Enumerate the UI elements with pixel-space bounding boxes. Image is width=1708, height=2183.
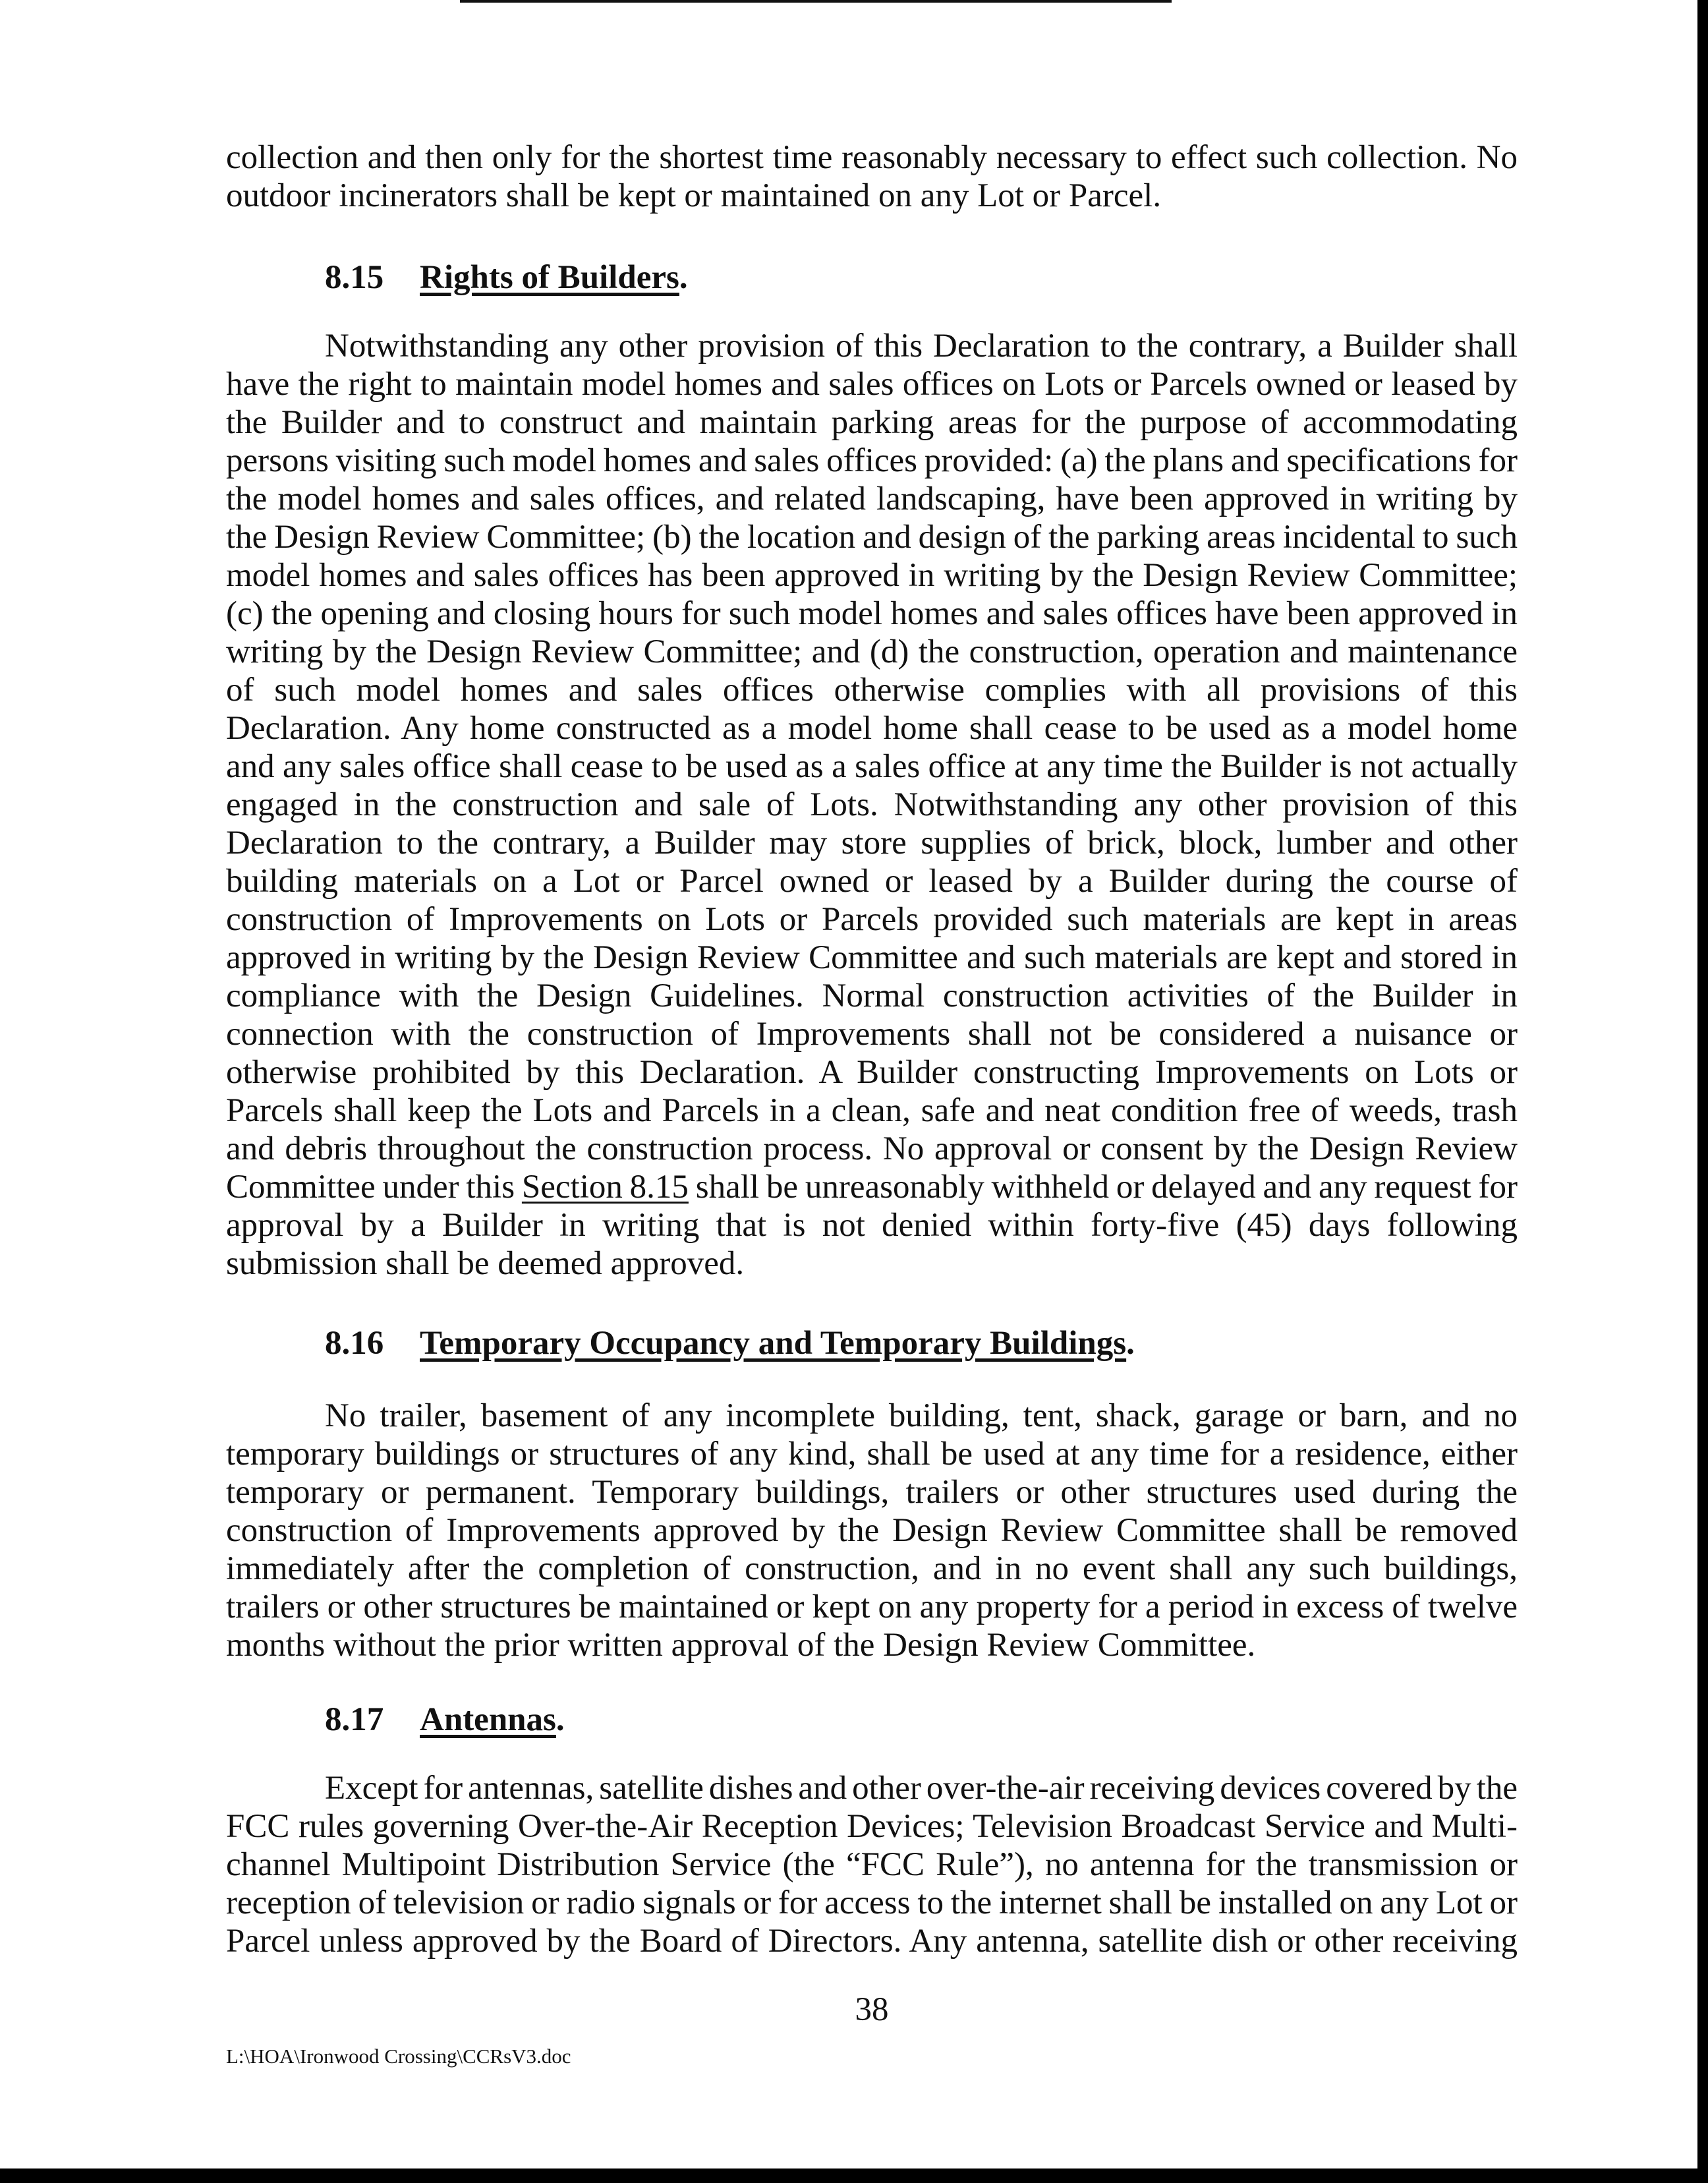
line-text: construction of Improvements approved by the Design Review Committee shall be removed: [226, 1512, 1518, 1549]
text-line: [226, 595, 1518, 633]
line-text: trailers or other structures be maintained or kept on any property for a period in excess of twelve: [226, 1588, 1518, 1625]
text-line: [226, 1435, 1518, 1473]
text-line: [226, 786, 1518, 824]
text-line: [226, 977, 1518, 1015]
text-line: [226, 1550, 1518, 1588]
line-text: and debris throughout the construction process. No approval or consent by the Design Review: [226, 1130, 1518, 1167]
text-line: [226, 1473, 1518, 1511]
text-line: [226, 671, 1518, 709]
line-text: engaged in the construction and sale of Lots. Notwithstanding any other provision of this: [226, 786, 1518, 823]
page-number: [226, 1991, 1518, 2029]
line-text: Declaration. Any home constructed as a model home shall cease to be used as a model home: [226, 710, 1518, 747]
section-number: 8.15: [325, 259, 384, 296]
line-text: have the right to maintain model homes and sales offices on Lots or Parcels owned or leased by: [226, 366, 1518, 403]
text-line: [226, 633, 1518, 671]
text-line: [226, 1807, 1518, 1846]
line-text: reception of television or radio signals or for access to the internet shall be installed on any Lot or: [226, 1884, 1518, 1921]
text-line: [226, 177, 1518, 215]
section-heading-8-16: [226, 1324, 1518, 1362]
text-line: [226, 480, 1518, 518]
line-text-part: Committee under this: [226, 1169, 522, 1206]
text-line: [226, 862, 1518, 900]
line-text: building materials on a Lot or Parcel owned or leased by a Builder during the course of: [226, 863, 1518, 900]
line-text: channel Multipoint Distribution Service (the “FCC Rule”), no antenna for the transmission or: [226, 1846, 1518, 1883]
paragraph-8-15: [226, 327, 1518, 1283]
section-heading-8-15: [226, 258, 1518, 297]
line-text: FCC rules governing Over-the-Air Reception Devices; Television Broadcast Service and Multi-: [226, 1808, 1518, 1845]
section-number: 8.17: [325, 1701, 384, 1738]
scan-bottom-border: [0, 2168, 1708, 2183]
text-line: [226, 747, 1518, 786]
section-reference: Section 8.15: [521, 1169, 689, 1206]
line-text: writing by the Design Review Committee; and (d) the construction, operation and maintenance: [226, 633, 1518, 670]
line-text: [226, 1169, 1518, 1206]
line-text: temporary or permanent. Temporary buildings, trailers or other structures used during the: [226, 1474, 1518, 1511]
text-line: [226, 327, 1518, 365]
text-line: [226, 1626, 1518, 1664]
line-text: approval by a Builder in writing that is not denied within forty-five (45) days following: [226, 1207, 1518, 1244]
section-heading-8-17: [226, 1701, 1518, 1739]
footer-file-path: L:\HOA\Ironwood Crossing\CCRsV3.doc: [226, 2045, 571, 2068]
line-text: Parcels shall keep the Lots and Parcels in a clean, safe and neat condition free of weeds, trash: [226, 1092, 1518, 1129]
text-line: [226, 1206, 1518, 1244]
text-line: [226, 442, 1518, 480]
line-text: months without the prior written approval of the Design Review Committee.: [226, 1627, 1256, 1664]
line-text: Except for antennas, satellite dishes and other over-the-air receiving devices covered by the: [325, 1770, 1518, 1807]
text-line: [226, 824, 1518, 862]
text-line: [226, 1511, 1518, 1550]
line-text: collection and then only for the shortest time reasonably necessary to effect such collection. No: [226, 139, 1518, 176]
page-number-text: 38: [855, 1991, 889, 2028]
line-text: and any sales office shall cease to be used as a sales office at any time the Builder is not actually: [226, 748, 1518, 785]
text-line: [226, 518, 1518, 556]
document-body: [226, 138, 1518, 2070]
text-line: [226, 365, 1518, 403]
line-text: No trailer, basement of any incomplete building, tent, shack, garage or barn, and no: [325, 1397, 1518, 1434]
line-text: the model homes and sales offices, and related landscaping, have been approved in writing by: [226, 480, 1518, 517]
line-text: persons visiting such model homes and sales offices provided: (a) the plans and specifications for: [226, 442, 1518, 479]
paragraph-8-17: [226, 1769, 1518, 1960]
text-line: [226, 1769, 1518, 1807]
line-text: the Builder and to construct and maintain parking areas for the purpose of accommodating: [226, 404, 1518, 441]
section-number: 8.16: [325, 1325, 384, 1362]
paragraph-continuation: [226, 138, 1518, 215]
paragraph-8-16: [226, 1397, 1518, 1664]
section-title: Temporary Occupancy and Temporary Buildings: [420, 1325, 1127, 1362]
line-text: (c) the opening and closing hours for such model homes and sales offices have been approved in: [226, 595, 1518, 632]
section-title-punct: .: [1126, 1325, 1135, 1362]
line-text: construction of Improvements on Lots or Parcels provided such materials are kept in areas: [226, 901, 1518, 938]
text-line: [226, 1130, 1518, 1168]
text-line: [226, 403, 1518, 442]
line-text: model homes and sales offices has been approved in writing by the Design Review Committee;: [226, 557, 1518, 594]
text-line: [226, 900, 1518, 939]
line-text: the Design Review Committee; (b) the location and design of the parking areas incidental to such: [226, 519, 1518, 556]
section-title: Rights of Builders: [420, 259, 679, 296]
text-line: [226, 1884, 1518, 1922]
line-text: Notwithstanding any other provision of this Declaration to the contrary, a Builder shall: [325, 328, 1518, 364]
text-line: [226, 1092, 1518, 1130]
line-text: approved in writing by the Design Review Committee and such materials are kept and stored in: [226, 939, 1518, 976]
line-text: of such model homes and sales offices otherwise complies with all provisions of this: [226, 672, 1518, 709]
line-text: Declaration to the contrary, a Builder may store supplies of brick, block, lumber and other: [226, 825, 1518, 861]
line-text: submission shall be deemed approved.: [226, 1245, 745, 1282]
text-line: [226, 939, 1518, 977]
line-text: compliance with the Design Guidelines. Normal construction activities of the Builder in: [226, 977, 1518, 1014]
text-line: [226, 1922, 1518, 1960]
text-line: [226, 138, 1518, 177]
text-line: [226, 709, 1518, 747]
text-line: [226, 1588, 1518, 1626]
text-line: [226, 1053, 1518, 1092]
line-text: otherwise prohibited by this Declaration. A Builder constructing Improvements on Lots or: [226, 1054, 1518, 1091]
section-title: Antennas: [420, 1701, 556, 1738]
line-text: connection with the construction of Improvements shall not be considered a nuisance or: [226, 1016, 1518, 1053]
text-line: [226, 556, 1518, 595]
line-text: outdoor incinerators shall be kept or maintained on any Lot or Parcel.: [226, 177, 1162, 214]
section-title-punct: .: [679, 259, 688, 296]
text-line: [226, 1168, 1518, 1206]
text-line: [226, 1397, 1518, 1435]
line-text: Parcel unless approved by the Board of Directors. Any antenna, satellite dish or other receiving: [226, 1923, 1518, 1960]
text-line: [226, 1015, 1518, 1053]
line-text-part: shall be unreasonably withheld or delayed and any request for: [688, 1169, 1518, 1206]
scan-right-border: [1697, 0, 1708, 2183]
text-line: [226, 1244, 1518, 1283]
line-text: temporary buildings or structures of any kind, shall be used at any time for a residence, either: [226, 1436, 1518, 1472]
text-line: [226, 1846, 1518, 1884]
section-title-punct: .: [555, 1701, 565, 1738]
line-text: immediately after the completion of construction, and in no event shall any such buildings,: [226, 1550, 1518, 1587]
scan-top-line: [460, 0, 1172, 3]
